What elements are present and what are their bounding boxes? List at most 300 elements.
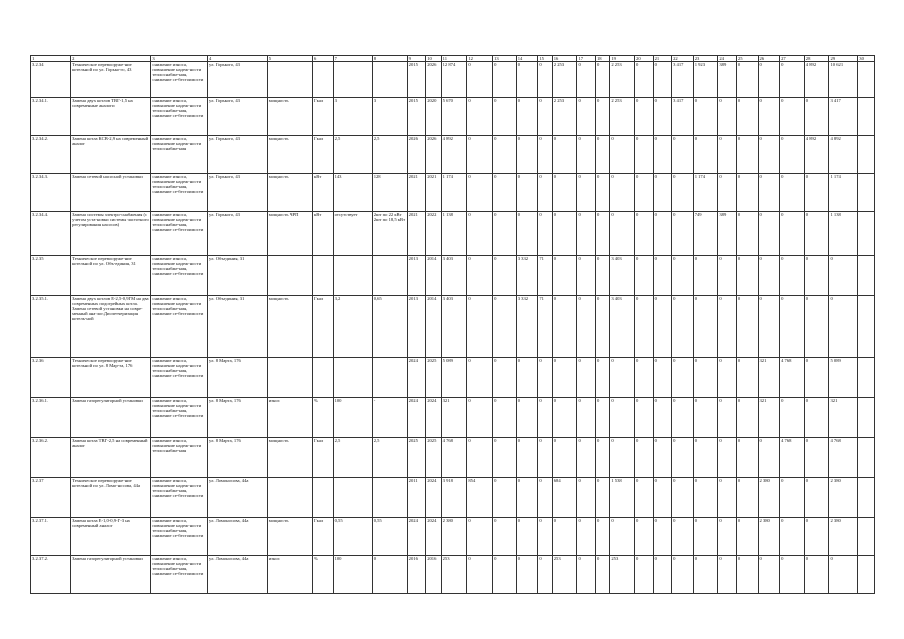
table-cell: 4 768 xyxy=(780,358,805,398)
column-number: 3 xyxy=(151,56,208,62)
table-cell: 0 xyxy=(672,136,694,174)
table-cell: Замена двух котлов Е-2,5-0,9ГМ на два современных подогрейных котла. Замена сетевой установки на совре-менный ана-лог.Диспетчеризация котель-ной xyxy=(71,296,151,358)
table-cell: 0 xyxy=(672,174,694,212)
table-cell: 0 xyxy=(780,518,805,556)
table-cell: ул. Объединия, 31 xyxy=(208,256,268,296)
table-cell: 0 xyxy=(736,136,758,174)
table-cell: 0 xyxy=(780,174,805,212)
table-cell: Гкал xyxy=(313,98,334,136)
table-cell: 749 xyxy=(693,212,718,256)
table-cell: 0 xyxy=(780,98,805,136)
table-cell: Замена газорегуляторной установки xyxy=(71,398,151,438)
table-cell: 854 xyxy=(467,478,493,518)
table-cell: 0 xyxy=(610,174,635,212)
table-cell: 0 xyxy=(467,398,493,438)
table-cell: 0 xyxy=(718,98,737,136)
table-cell: 0 xyxy=(467,296,493,358)
table-cell xyxy=(858,438,875,478)
table-cell: 0 xyxy=(538,398,552,438)
table-cell: 0 xyxy=(804,212,829,256)
column-number: 2 xyxy=(71,56,151,62)
table-cell: 0 xyxy=(577,438,596,478)
table-cell: 0 xyxy=(804,358,829,398)
table-cell: - xyxy=(372,398,407,438)
table-cell: ул. Ломоносова, 44а xyxy=(208,518,268,556)
table-cell: Техническое перевооруже-ние котельной по ул. Горько-го, 43 xyxy=(71,62,151,98)
table-cell: 4 768 xyxy=(829,438,858,478)
column-number: 25 xyxy=(736,56,758,62)
table-cell: Замена газорегуляторной установки xyxy=(71,556,151,594)
table-cell: 0 xyxy=(635,478,654,518)
table-cell: снижение износа, повышение надеж-ности теплоснабже-ния, снижение се-бестоимости xyxy=(151,296,208,358)
column-number: 9 xyxy=(407,56,426,62)
table-cell: 0 xyxy=(672,438,694,478)
table-cell: 0 xyxy=(493,296,517,358)
table-cell: 0 xyxy=(595,98,609,136)
table-cell: 0 xyxy=(493,358,517,398)
table-row xyxy=(31,136,875,174)
table-cell: Техническое перевооруже-ние котельной по ул. 8 Мар-та, 176 xyxy=(71,358,151,398)
table-cell: 0 xyxy=(538,478,552,518)
table-cell: ул. 8 Марта, 176 xyxy=(208,438,268,478)
table-cell: 0 xyxy=(493,212,517,256)
table-cell: 1 538 xyxy=(610,478,635,518)
table-cell: 0 xyxy=(516,556,538,594)
table-cell: ул. Ломоносова, 44а xyxy=(208,556,268,594)
table-cell: Замена котла КСВ-2,9 на современный аналог xyxy=(71,136,151,174)
table-cell: снижение износа, повышение надеж-ности теплоснабже-ния, снижение се-бестоимости xyxy=(151,98,208,136)
table-cell: 0 xyxy=(635,212,654,256)
table-row xyxy=(31,212,875,256)
table-cell: 321 xyxy=(758,358,780,398)
table-cell: 2011 xyxy=(407,478,426,518)
table-cell: 0 xyxy=(635,398,654,438)
table-cell: 3.2.35 xyxy=(31,256,71,296)
table-cell: 2013 xyxy=(407,256,426,296)
column-number: 10 xyxy=(426,56,441,62)
table-cell: 0 xyxy=(758,256,780,296)
table-cell: снижение износа, повышение надеж-ности теплоснабже-ния xyxy=(151,136,208,174)
column-number: 21 xyxy=(653,56,672,62)
table-cell xyxy=(333,256,372,296)
table-cell: 0 xyxy=(804,478,829,518)
table-cell: 0 xyxy=(467,98,493,136)
table-cell xyxy=(313,62,334,98)
table-cell: 0 xyxy=(736,556,758,594)
table-cell xyxy=(372,478,407,518)
table-cell: снижение износа, повышение надеж-ности теплоснабже-ния, снижение се-бестоимости xyxy=(151,358,208,398)
table-cell: 0 xyxy=(758,296,780,358)
table-cell: 3 403 xyxy=(441,296,467,358)
table-cell xyxy=(858,556,875,594)
table-cell: 0 xyxy=(653,358,672,398)
table-cell: мощность xyxy=(267,518,312,556)
table-cell: 0 xyxy=(493,136,517,174)
table-cell: 2021 xyxy=(407,174,426,212)
table-cell: 2,5 xyxy=(333,136,372,174)
table-cell: 0 xyxy=(595,398,609,438)
table-cell: 0 xyxy=(538,358,552,398)
table-cell: 1 174 xyxy=(829,174,858,212)
table-cell: 0 xyxy=(516,398,538,438)
table-cell: 0 xyxy=(610,398,635,438)
table-cell: 0 xyxy=(467,358,493,398)
table-cell: 0 xyxy=(693,358,718,398)
table-cell: 0 xyxy=(718,478,737,518)
table-cell: 0 xyxy=(595,556,609,594)
table-cell: 0 xyxy=(595,518,609,556)
table-cell: 0 xyxy=(538,174,552,212)
table-cell: 0 xyxy=(467,212,493,256)
table-cell: мощность ЧРП xyxy=(267,212,312,256)
table-cell: 3 332 xyxy=(516,296,538,358)
table-cell: 2015 xyxy=(407,62,426,98)
table-cell xyxy=(313,358,334,398)
table-cell: 3.2.37.1. xyxy=(31,518,71,556)
table-cell: 2025 xyxy=(426,438,441,478)
table-cell: 321 xyxy=(758,398,780,438)
table-cell: 128 xyxy=(372,174,407,212)
table-cell xyxy=(372,256,407,296)
table-cell: 2024 xyxy=(407,358,426,398)
table-cell: 2021 xyxy=(407,212,426,256)
column-number: 16 xyxy=(552,56,577,62)
table-cell: 0 xyxy=(758,556,780,594)
table-cell: 321 xyxy=(441,398,467,438)
table-cell: 0 xyxy=(577,212,596,256)
table-cell: 2,5 xyxy=(372,136,407,174)
table-cell: 0 xyxy=(672,556,694,594)
table-cell xyxy=(267,478,312,518)
table-cell: ул. Горького, 43 xyxy=(208,98,268,136)
table-cell: Замена системы электро-снабжения (с учетом уста-новки системы частотного регулирования насосов) xyxy=(71,212,151,256)
table-cell: 0 xyxy=(653,136,672,174)
table-cell: 3 417 xyxy=(672,62,694,98)
table-cell: 0 xyxy=(693,296,718,358)
table-cell: ул. Ломоносова, 44а xyxy=(208,478,268,518)
table-cell: 0 xyxy=(493,518,517,556)
table-cell: Гкал xyxy=(313,438,334,478)
table-cell: 0 xyxy=(653,518,672,556)
table-cell: 0 xyxy=(672,478,694,518)
table-cell: 253 xyxy=(441,556,467,594)
table-cell: 0 xyxy=(804,296,829,358)
table-cell: 0 xyxy=(467,438,493,478)
table-cell: 2 253 xyxy=(552,98,577,136)
table-cell: 2014 xyxy=(426,296,441,358)
table-cell: 0 xyxy=(693,518,718,556)
table-cell: 0 xyxy=(516,136,538,174)
column-number: 20 xyxy=(635,56,654,62)
table-cell: 0 xyxy=(595,358,609,398)
table-cell: 389 xyxy=(718,62,737,98)
table-cell: 0 xyxy=(736,212,758,256)
table-cell: 2024 xyxy=(426,398,441,438)
table-cell: 0 xyxy=(552,438,577,478)
table-cell: 2шт по 22 кВт 2шт по 18,5 кВт xyxy=(372,212,407,256)
table-cell: 0 xyxy=(736,62,758,98)
table-cell: 0 xyxy=(610,136,635,174)
table-cell: ул. Горького, 43 xyxy=(208,62,268,98)
table-cell: 0 xyxy=(595,212,609,256)
table-cell: 0,55 xyxy=(372,518,407,556)
table-cell: 0 xyxy=(552,136,577,174)
table-cell: 0 xyxy=(635,98,654,136)
table-cell: 0 xyxy=(635,518,654,556)
table-cell: 0 xyxy=(804,256,829,296)
column-number: 19 xyxy=(610,56,635,62)
table-cell: 0 xyxy=(758,212,780,256)
table-cell: Техническое перевооруже-ние котельной по ул. Объ-единия, 31 xyxy=(71,256,151,296)
table-cell: 0 xyxy=(736,438,758,478)
table-cell: 3 403 xyxy=(441,256,467,296)
table-row xyxy=(31,518,875,556)
table-cell: 3 403 xyxy=(610,256,635,296)
table-cell: 0 xyxy=(804,398,829,438)
table-cell: 0 xyxy=(693,398,718,438)
table-cell: кВт xyxy=(313,212,334,256)
table-cell: 0 xyxy=(493,438,517,478)
table-cell: 2 380 xyxy=(829,518,858,556)
table-cell: 0 xyxy=(538,556,552,594)
table-cell: 0 xyxy=(829,296,858,358)
table-cell: 0 xyxy=(780,62,805,98)
table-cell: 0 xyxy=(653,174,672,212)
table-cell: 0 xyxy=(516,438,538,478)
table-cell: 0 xyxy=(693,478,718,518)
table-cell: 0 xyxy=(653,62,672,98)
table-row xyxy=(31,296,875,358)
column-number: 5 xyxy=(267,56,312,62)
table-cell: 321 xyxy=(829,398,858,438)
table-cell xyxy=(858,62,875,98)
table-cell: 0 xyxy=(736,358,758,398)
table-cell: 253 xyxy=(610,556,635,594)
table-cell: 0 xyxy=(516,212,538,256)
column-number: 17 xyxy=(577,56,596,62)
table-cell: 0 xyxy=(736,256,758,296)
table-cell: 0 xyxy=(552,212,577,256)
column-number: 8 xyxy=(372,56,407,62)
column-number: 23 xyxy=(693,56,718,62)
table-cell: ул. 8 Марта, 176 xyxy=(208,398,268,438)
table-cell: 2024 xyxy=(407,398,426,438)
table-cell: Замена двух котлов ТВГ-1,5 на современные аналоги xyxy=(71,98,151,136)
table-cell: 0 xyxy=(595,174,609,212)
table-cell: 2025 xyxy=(407,438,426,478)
table-row xyxy=(31,358,875,398)
table-cell: снижение износа, повышение надеж-ности теплоснабже-ния, снижение се-бестоимости xyxy=(151,518,208,556)
table-cell: 0 xyxy=(672,212,694,256)
table-cell: 3.2.36.2. xyxy=(31,438,71,478)
table-cell: 3 xyxy=(333,98,372,136)
table-cell: % xyxy=(313,556,334,594)
table-cell: 0 xyxy=(653,556,672,594)
column-number: 7 xyxy=(333,56,372,62)
table-cell: 3.2.35.1. xyxy=(31,296,71,358)
table-cell: 100 xyxy=(333,398,372,438)
table-cell: 0 xyxy=(538,212,552,256)
table-cell: 0 xyxy=(467,518,493,556)
table-cell: 0 xyxy=(516,478,538,518)
table-cell: 0 xyxy=(829,256,858,296)
table-cell xyxy=(858,478,875,518)
table-cell: 0 xyxy=(780,556,805,594)
table-cell: 0 xyxy=(804,556,829,594)
table-cell: 100 xyxy=(333,556,372,594)
table-cell: ул. Горького, 43 xyxy=(208,136,268,174)
table-cell: мощность xyxy=(267,136,312,174)
table-cell: 71 xyxy=(538,296,552,358)
table-cell: износ xyxy=(267,556,312,594)
table-cell: 0 xyxy=(736,398,758,438)
table-cell: 0 xyxy=(467,62,493,98)
table-cell: 2026 xyxy=(426,62,441,98)
table-cell: 0 xyxy=(577,256,596,296)
table-cell: 2014 xyxy=(426,256,441,296)
table-cell: 0 xyxy=(577,358,596,398)
table-cell xyxy=(858,518,875,556)
table-cell: 0 xyxy=(493,556,517,594)
table-cell: 3.2.36 xyxy=(31,358,71,398)
table-row xyxy=(31,478,875,518)
table-cell: 0 xyxy=(372,556,407,594)
table-cell: 0,65 xyxy=(372,296,407,358)
table-row xyxy=(31,98,875,136)
table-cell: 0 xyxy=(595,438,609,478)
table-cell: 3.2.34.4. xyxy=(31,212,71,256)
table-cell: ул. Горького, 43 xyxy=(208,212,268,256)
table-cell: 3.2.34.3. xyxy=(31,174,71,212)
table-cell: 0 xyxy=(577,556,596,594)
table-cell: 0 xyxy=(635,256,654,296)
table-cell: 389 xyxy=(718,212,737,256)
table-cell: 0 xyxy=(780,212,805,256)
table-cell: 0 xyxy=(635,296,654,358)
table-cell: 2 380 xyxy=(441,518,467,556)
table-cell: 0 xyxy=(653,438,672,478)
table-cell: 0 xyxy=(718,398,737,438)
table-cell: 5 089 xyxy=(441,358,467,398)
table-cell: 0 xyxy=(829,556,858,594)
table-cell xyxy=(858,256,875,296)
table-cell: 4 892 xyxy=(829,136,858,174)
table-cell: 2 380 xyxy=(758,518,780,556)
table-cell: 2 253 xyxy=(610,62,635,98)
column-number: 13 xyxy=(493,56,517,62)
table-cell: снижение износа, повышение надеж-ности теплоснабже-ния, снижение се-бестоимости xyxy=(151,556,208,594)
table-cell: 0 xyxy=(672,518,694,556)
table-cell: 2013 xyxy=(407,296,426,358)
table-cell: 0 xyxy=(736,478,758,518)
table-cell: 0 xyxy=(552,518,577,556)
table-cell: 0 xyxy=(635,174,654,212)
table-cell: 0 xyxy=(516,174,538,212)
table-cell xyxy=(858,296,875,358)
table-cell: 0 xyxy=(635,62,654,98)
table-cell: 12 874 xyxy=(441,62,467,98)
table-cell: 0 xyxy=(804,438,829,478)
column-number: 28 xyxy=(804,56,829,62)
column-number: 6 xyxy=(313,56,334,62)
table-cell: 0 xyxy=(516,62,538,98)
table-cell: 0 xyxy=(577,98,596,136)
table-cell: 0 xyxy=(577,62,596,98)
table-cell: ул. Горького, 43 xyxy=(208,174,268,212)
table-cell: 0 xyxy=(577,478,596,518)
table-cell xyxy=(267,358,312,398)
table-cell: 2 253 xyxy=(610,98,635,136)
table-cell: 0 xyxy=(693,98,718,136)
table-cell: 0 xyxy=(493,98,517,136)
table-cell: 0 xyxy=(718,358,737,398)
table-cell: 143 xyxy=(333,174,372,212)
table-cell: 0 xyxy=(538,62,552,98)
table-cell: 2026 xyxy=(407,136,426,174)
table-cell: 0 xyxy=(653,478,672,518)
table-cell: 0 xyxy=(577,174,596,212)
table-cell: 3,2 xyxy=(333,296,372,358)
table-cell: 0 xyxy=(693,256,718,296)
table-cell: 0 xyxy=(577,518,596,556)
table-cell: 0 xyxy=(552,174,577,212)
table-cell: снижение износа, повышение надеж-ности теплоснабже-ния, снижение се-бестоимости xyxy=(151,398,208,438)
table-cell xyxy=(267,62,312,98)
table-cell: Замена сетевой насосной установки xyxy=(71,174,151,212)
table-cell: 2024 xyxy=(407,518,426,556)
table-cell: 0 xyxy=(595,62,609,98)
table-cell: 0 xyxy=(758,62,780,98)
table-cell: Замена котла Е-1,0-0,9-Г-3 на современный аналог xyxy=(71,518,151,556)
table-cell: 0 xyxy=(693,438,718,478)
table-cell xyxy=(858,398,875,438)
table-cell: 0 xyxy=(516,358,538,398)
table-cell: 0 xyxy=(780,136,805,174)
table-cell: 0 xyxy=(538,438,552,478)
table-cell: 0 xyxy=(635,136,654,174)
column-number: 14 xyxy=(516,56,538,62)
table-cell: 0 xyxy=(595,256,609,296)
table-cell xyxy=(313,256,334,296)
table-cell: кВт xyxy=(313,174,334,212)
table-cell: 0 xyxy=(635,358,654,398)
table-cell: 0 xyxy=(538,98,552,136)
table-cell: 2 380 xyxy=(829,478,858,518)
table-cell: 0 xyxy=(595,136,609,174)
table-cell: 2021 xyxy=(426,174,441,212)
table-cell: 4 892 xyxy=(804,62,829,98)
table-cell: 0 xyxy=(653,296,672,358)
table-cell: 684 xyxy=(552,478,577,518)
table-cell: 5 670 xyxy=(441,98,467,136)
table-cell: 3 403 xyxy=(610,296,635,358)
table-cell: 0 xyxy=(493,478,517,518)
table-cell: 4 892 xyxy=(441,136,467,174)
table-cell: 3.2.34 xyxy=(31,62,71,98)
table-cell: 0 xyxy=(780,296,805,358)
table-cell: Гкал xyxy=(313,136,334,174)
table-cell xyxy=(858,174,875,212)
table-cell: 1 174 xyxy=(693,174,718,212)
table-cell: 2024 xyxy=(426,518,441,556)
table-cell: Гкал xyxy=(313,518,334,556)
table-cell: 0 xyxy=(718,438,737,478)
column-number: 4 xyxy=(208,56,268,62)
table-cell: 0 xyxy=(780,256,805,296)
column-number: 11 xyxy=(441,56,467,62)
table-cell: 0 xyxy=(577,296,596,358)
table-cell: мощность xyxy=(267,438,312,478)
